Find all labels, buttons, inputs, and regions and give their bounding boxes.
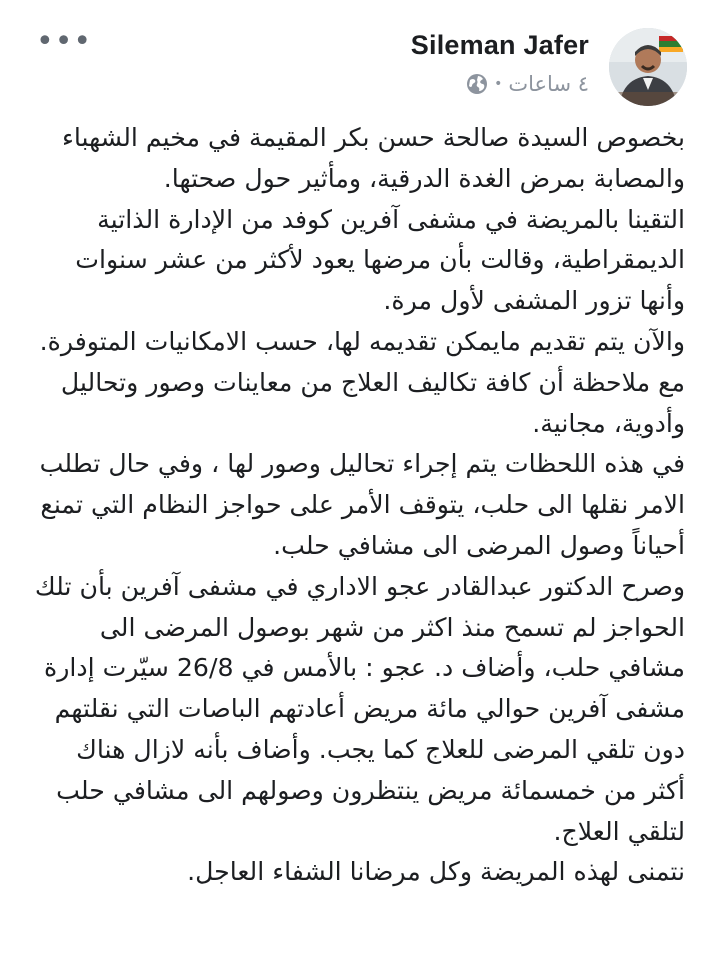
post-paragraph: بخصوص السيدة صالحة حسن بكر المقيمة في مخيم الشهباء والمصابة بمرض الغدة الدرقية، ومأثير حول صحتها. (62, 123, 685, 193)
post-meta (466, 72, 589, 96)
post-paragraph: نتمنى لهذه المريضة وكل مرضانا الشفاء العاجل. (187, 857, 685, 887)
post-paragraph: التقينا بالمريضة في مشفى آفرين كوفد من الإدارة الذاتية الديمقراطية، وقالت بأن مرضها يعود لأكثر من عشر سنوات وأنها تزور المشفى لأول مرة. (75, 204, 685, 316)
author-name[interactable]: Sileman Jafer (410, 30, 589, 60)
avatar[interactable] (609, 28, 687, 106)
globe-icon (466, 73, 488, 95)
post-header (22, 26, 687, 108)
post-paragraph: في هذه اللحظات يتم إجراء تحاليل وصور لها ، وفي حال تطلب الامر نقلها الى حلب، يتوقف الأمر على حواجز النظام التي تمنع أحياناً وصول المرضى الى مشافي حلب. (39, 449, 685, 560)
post-text (30, 118, 685, 893)
more-options-button[interactable]: ••• (36, 24, 93, 59)
avatar-photo (609, 28, 687, 106)
post-time[interactable]: ٤ ساعات (508, 72, 589, 96)
post-paragraph: وصرح الدكتور عبدالقادر عجو الاداري في مشفى آفرين بأن تلك الحواجز لم تسمح منذ اكثر من شهر بوصول المرضى الى مشافي حلب، وأضاف د. عجو : بالأمس في 26/8 سيّرت إدارة مشفى آفرين حوالي مائة مريض أعادتهم الباصات التي نقلتهم دون تلقي المرضى للعلاج كما يجب. وأضاف بأنه لازال هناك أكثر من خمسمائة مريض ينتظرون وصولهم الى مشافي حلب لتلقي العلاج. (34, 571, 685, 846)
post-paragraph: والآن يتم تقديم مايمكن تقديمه لها، حسب الامكانيات المتوفرة. مع ملاحظة أن كافة تكاليف العلاج من معاينات وصور وتحاليل وأدوية، مجانية. (39, 326, 685, 438)
meta-separator: • (494, 76, 503, 92)
